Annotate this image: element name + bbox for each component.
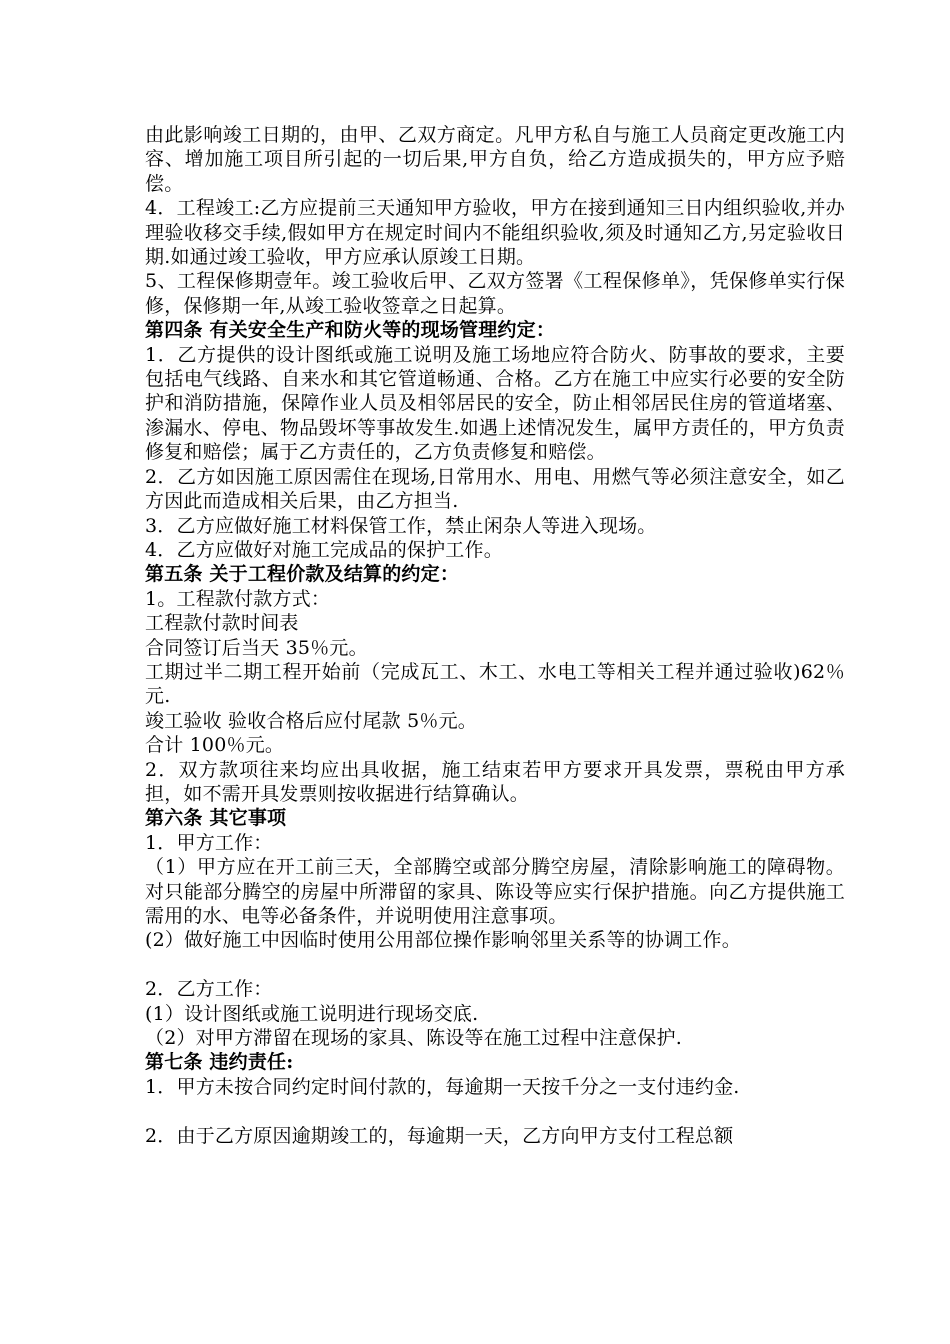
paragraph-safety-item-2: 2．乙方如因施工原因需住在现场,日常用水、用电、用燃气等必须注意安全，如乙方因此而造成相关后果，由乙方担当.: [145, 465, 845, 513]
paragraph-party-a-work: 1．甲方工作：: [145, 831, 273, 854]
heading-article-4: 第四条 有关安全生产和防火等的现场管理约定：: [145, 319, 556, 342]
paragraph-payment-schedule-title: 工程款付款时间表: [145, 612, 299, 635]
paragraph-breach-item-1: 1．甲方未按合同约定时间付款的，每逾期一天按千分之一支付违约金.: [145, 1075, 740, 1098]
paragraph-safety-item-1: 1．乙方提供的设计图纸或施工说明及施工场地应符合防火、防事故的要求，主要包括电气线路、自来水和其它管道畅通、合格。乙方在施工中应实行必要的安全防护和消防措施，保障作业人员及相邻居民的安全，防止相邻居民住房的管道堵塞、渗漏水、停电、物品毁坏等事故发生.如遇上述情况发生，属甲方责任的，甲方负责修复和赔偿；属于乙方责任的，乙方负责修复和赔偿。: [145, 343, 845, 464]
heading-article-6: 第六条 其它事项: [145, 807, 287, 830]
document-page: [145, 123, 845, 1148]
blank-line: [145, 1099, 845, 1123]
paragraph-safety-item-4: 4．乙方应做好对施工完成品的保护工作。: [145, 538, 503, 561]
paragraph-payment-midway: 工期过半二期工程开始前（完成瓦工、木工、水电工等相关工程并通过验收)62％ 元.: [145, 660, 845, 708]
paragraph-party-a-item-2: (2）做好施工中因临时使用公用部位操作影响邻里关系等的协调工作。: [145, 929, 741, 952]
heading-article-5: 第五条 关于工程价款及结算的约定：: [145, 563, 460, 586]
paragraph-party-b-item-1: (1）设计图纸或施工说明进行现场交底.: [145, 1002, 479, 1025]
paragraph-receipts-invoices: 2．双方款项往来均应出具收据，施工结束若甲方要求开具发票，票税由甲方承担，如不需开具发票则按收据进行结算确认。: [145, 758, 845, 805]
blank-line: [145, 953, 845, 977]
paragraph-completion-date-changes: 由此影响竣工日期的，由甲、乙双方商定。凡甲方私自与施工人员商定更改施工内容、增加施工项目所引起的一切后果,甲方自负，给乙方造成损失的，甲方应予赔偿。: [145, 124, 845, 195]
heading-article-7: 第七条 违约责任:: [145, 1051, 294, 1074]
paragraph-item-5-warranty: 5、工程保修期壹年。竣工验收后甲、乙双方签署《工程保修单》，凭保修单实行保修，保修期一年,从竣工验收签章之日起算。: [145, 270, 845, 317]
paragraph-party-b-work: 2．乙方工作：: [145, 978, 273, 1001]
paragraph-payment-final: 竣工验收 验收合格后应付尾款 5％元。: [145, 709, 477, 732]
paragraph-payment-signing: 合同签订后当天 35％元。: [145, 636, 368, 659]
paragraph-breach-item-2: 2．由于乙方原因逾期竣工的，每逾期一天，乙方向甲方支付工程总额: [145, 1124, 734, 1147]
paragraph-payment-method: 1。工程款付款方式：: [145, 587, 331, 610]
paragraph-payment-total: 合计 100％元。: [145, 734, 285, 757]
paragraph-item-4-completion: 4．工程竣工:乙方应提前三天通知甲方验收，甲方在接到通知三日内组织验收,并办理验收移交手续,假如甲方在规定时间内不能组织验收,须及时通知乙方,另定验收日期.如通过竣工验收，甲方应承认原竣工日期。: [145, 197, 845, 269]
paragraph-party-b-item-2: （2）对甲方滞留在现场的家具、陈设等在施工过程中注意保护.: [145, 1027, 682, 1050]
paragraph-party-a-item-1: （1）甲方应在开工前三天，全部腾空或部分腾空房屋，清除影响施工的障碍物。对只能部分腾空的房屋中所滞留的家具、陈设等应实行保护措施。向乙方提供施工需用的水、电等必备条件，并说明使用注意事项。: [145, 856, 845, 927]
paragraph-safety-item-3: 3．乙方应做好施工材料保管工作，禁止闲杂人等进入现场。: [145, 514, 657, 537]
